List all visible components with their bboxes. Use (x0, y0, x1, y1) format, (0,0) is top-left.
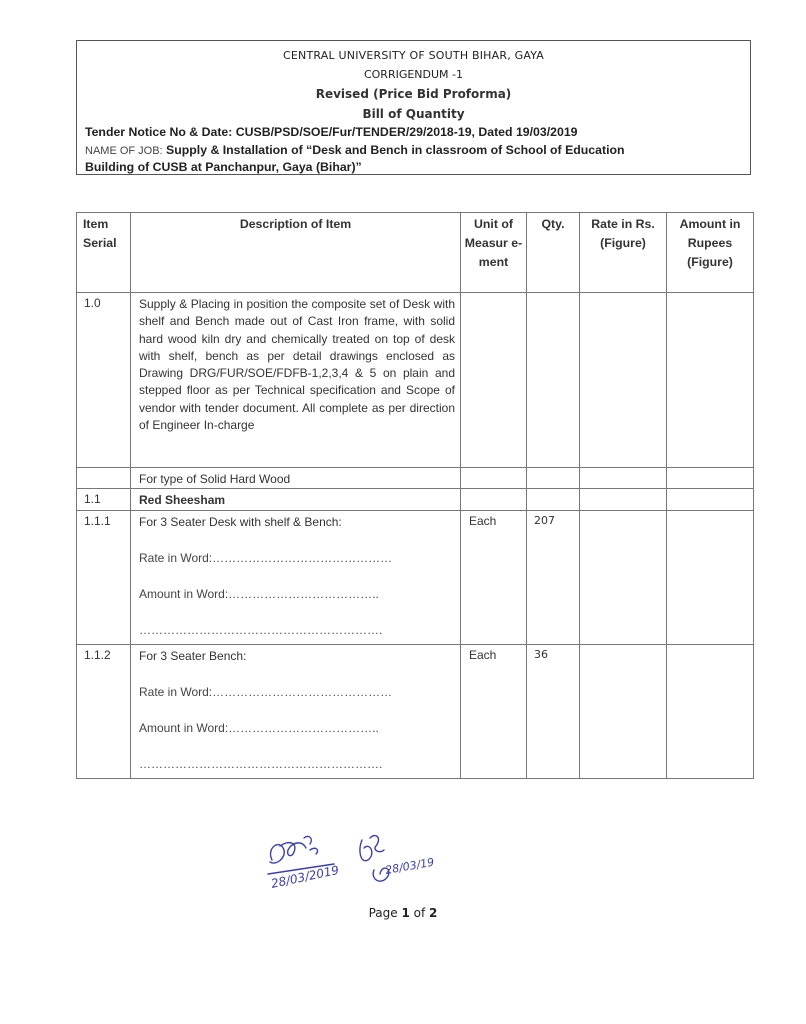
amount-in-word: Amount in Word:……………………………….. (139, 721, 379, 736)
row-rate (580, 644, 667, 778)
amount-in-word: Amount in Word:……………………………….. (139, 587, 379, 602)
row-unit: Each (461, 510, 527, 644)
page-footer (0, 906, 806, 920)
corrigendum-label: CORRIGENDUM -1 (363, 68, 464, 81)
table-row (77, 468, 754, 489)
job-prefix: NAME OF JOB: (85, 145, 163, 157)
item-title: For 3 Seater Desk with shelf & Bench: (139, 514, 342, 529)
handwritten-date-1: 28/03/2019 (269, 862, 341, 891)
boq-title: Bill of Quantity (362, 107, 465, 121)
header-rate: Rate in Rs. (Figure) (580, 213, 667, 293)
row-amount (667, 489, 754, 510)
table-row (77, 489, 754, 510)
row-amount (667, 293, 754, 468)
handwritten-signatures (258, 820, 458, 900)
row-serial (77, 468, 131, 489)
handwritten-date-2: 28/03/19 (384, 855, 436, 877)
page-of: of (409, 906, 430, 920)
amount-in-word-continuation: ……………………………………………………. (139, 623, 383, 638)
row-unit (461, 293, 527, 468)
row-rate (580, 510, 667, 644)
row-amount (667, 510, 754, 644)
page-total: 2 (429, 906, 438, 920)
table-row (77, 510, 754, 644)
job-name-line-1 (85, 143, 625, 157)
table-row (77, 644, 754, 778)
job-title-part-1: Supply & Installation of “Desk and Bench in classroom of School of Education (166, 143, 625, 157)
header-description: Description of Item (131, 213, 461, 293)
table-header-row (77, 213, 754, 293)
row-amount (667, 644, 754, 778)
row-serial: 1.0 (77, 293, 131, 468)
row-unit (461, 489, 527, 510)
row-description: Red Sheesham (131, 489, 461, 510)
tender-notice: Tender Notice No & Date: CUSB/PSD/SOE/Fur/TENDER/29/2018-19, Dated 19/03/2019 (85, 125, 578, 139)
bill-of-quantity-table (76, 212, 754, 779)
row-serial: 1.1 (77, 489, 131, 510)
row-description (131, 644, 461, 778)
signature-2-scribble (360, 836, 384, 861)
header-unit: Unit of Measur e-ment (461, 213, 527, 293)
signature-1-scribble (270, 836, 318, 863)
row-description: For type of Solid Hard Wood (131, 468, 461, 489)
row-rate (580, 489, 667, 510)
page-prefix: Page (368, 906, 402, 920)
row-serial: 1.1.2 (77, 644, 131, 778)
item-title: For 3 Seater Bench: (139, 648, 247, 663)
row-qty (527, 293, 580, 468)
row-qty: 36 (527, 644, 580, 778)
row-rate (580, 468, 667, 489)
row-unit: Each (461, 644, 527, 778)
page-current: 1 (401, 906, 410, 920)
amount-in-word-continuation: ……………………………………………………. (139, 757, 383, 772)
row-qty: 207 (527, 510, 580, 644)
row-description: Supply & Placing in position the composite set of Desk with shelf and Bench made out of Cast Iron frame, with solid hard wood kiln dry and chemically treated on top of desk with shelf, bench as per detail drawings enclosed as Drawing DRG/FUR/SOE/FDFB-1,2,3,4 & 5 on plain and stepped floor as per Technical specification and Scope of vendor with tender document. All complete as per direction of Engineer In-charge (131, 293, 461, 468)
header-qty: Qty. (527, 213, 580, 293)
job-title-part-2: Building of CUSB at Panchanpur, Gaya (Bihar)” (85, 160, 362, 174)
row-amount (667, 468, 754, 489)
row-qty (527, 489, 580, 510)
header-box (76, 40, 751, 175)
row-rate (580, 293, 667, 468)
row-qty (527, 468, 580, 489)
header-serial: Item Serial (77, 213, 131, 293)
row-serial: 1.1.1 (77, 510, 131, 644)
rate-in-word: Rate in Word:……………………………………… (139, 550, 393, 565)
header-amount: Amount in Rupees (Figure) (667, 213, 754, 293)
revised-label: Revised (Price Bid Proforma) (315, 87, 512, 101)
table-row (77, 293, 754, 468)
row-description (131, 510, 461, 644)
university-name: CENTRAL UNIVERSITY OF SOUTH BIHAR, GAYA (283, 49, 544, 62)
row-unit (461, 468, 527, 489)
rate-in-word: Rate in Word:……………………………………… (139, 684, 393, 699)
